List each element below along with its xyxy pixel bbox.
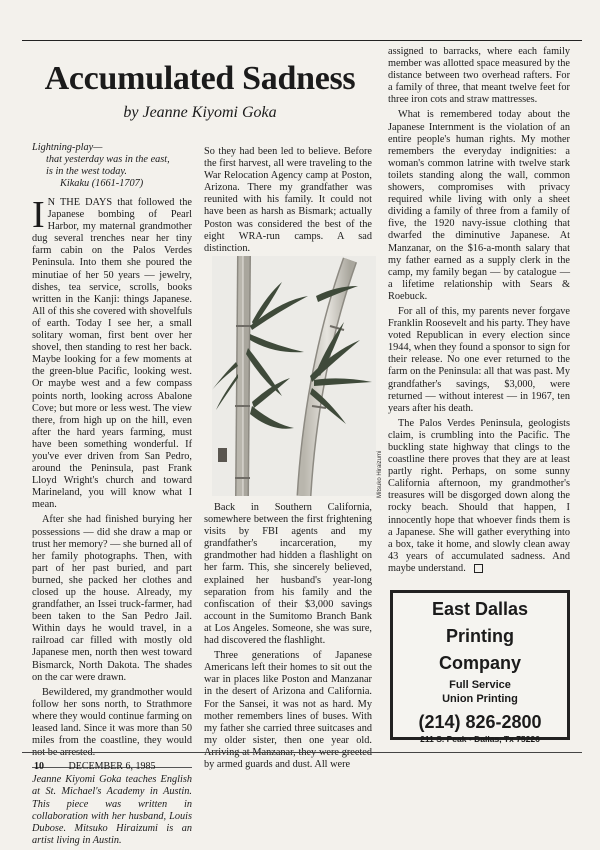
ad-line: East Dallas	[431, 599, 529, 619]
epigraph-line: Lightning-play—	[32, 142, 103, 153]
art-credit-text: Mitsuko Hiraizumi	[377, 450, 383, 498]
art-credit	[377, 440, 387, 498]
top-rule	[22, 40, 582, 41]
paragraph: After she had finished burying her possessions — did she draw a map or trust her memory? — she burned all of her family photographs. Then, with part of her past buried, and part burned, she packed her clothes and closed up the house. Already, my grandfather, an Issei truck-farmer, had been taken to the San Pedro Jail. Within days he would travel, in a railroad car filled with mostly old Japanese men, north then west toward Bismarck, North Dakota. The shades on the car were drawn.	[32, 514, 192, 683]
ad-line: Printing	[446, 626, 514, 646]
paragraph	[388, 418, 570, 575]
epigraph-credit: Kikaku (1661-1707)	[60, 178, 144, 189]
ad-line: Union Printing	[442, 693, 518, 705]
bamboo-painting	[212, 256, 376, 496]
column-2-top	[204, 146, 372, 258]
paragraph: Back in Southern California, somewhere between the first frightening visits by FBI agents and my grandfather's incarceration, my grandmother had hidden a flashlight on her farm. This, she sincerely believed, explained her husband's year-long separation from his family and the confiscation of their $3,000 savings account in the Sumitomo Branch Bank at Los Angeles. Someone, she was sure, had discovered the flashlight.	[204, 502, 372, 647]
page-footer	[34, 761, 155, 772]
author-bio: Jeanne Kiyomi Goka teaches English at St. Michael's Academy in Austin. This piece was written in collaboration with her husband, Louis Dubose. Mitsuko Hiraizumi is an artist living in Austin.	[32, 767, 192, 847]
ad-address: 211 S. Peak • Dallas, Tx 75226	[420, 734, 540, 744]
ad-phone: (214) 826-2800	[418, 712, 542, 732]
ad-line: Company	[438, 653, 521, 673]
column-2-bottom	[204, 502, 372, 774]
paragraph-text: N THE DAYS that followed the Japanese bombing of Pearl Harbor, my maternal grandmother dug several trenches near her tiny farm cabin on the Palos Verdes Peninsula. Into them she poured the minutiae of her 50 years — jewelry, dishes, tea service, scrolls, books written in the Kanji: things Japanese. All of this she covered with shovelfuls of earth. Today I see her, a small solitary woman, first bent over her shovel, then standing to rest her back. Maybe looking for a few moments at the green-blue Pacific, looking west. Or maybe west and a few compass points north, looking across Abalone Cove; but more or less west. The view there, from high up on the hill, even after the hard years farming, must have been something wonderful. If you've ever driven from San Pedro, around the Peninsula, past Frank Lloyd Wright's church and toward Marineland, you will know what I mean.	[32, 197, 192, 511]
paragraph: What is remembered today about the Japanese Internment is the violation of an entire people's human rights. My mother remembers the everyday indignities: a woman's common latrine with twelve stark toilets standing along the wall, common showers, compromises with privacy required while living with only a sheet dividing a family of three from a family of five, the 1920 navy-issue clothing that dwarfed the diminutive Japanese. At Manzanar, on the $16-a-month salary that my father earned as a supply clerk in the camp, my family began — by catalogue — a lifetime relationship with Sears & Roebuck.	[388, 109, 570, 302]
paragraph-text: The Palos Verdes Peninsula, geologists claim, is crumbling into the Pacific. The buckling state highway that clings to the coastline there proves that they are at least partly right. Perhaps, on some sunny California afternoon, my grandmother's treasures will be disgorged down along the rocky beach. Should that happen, I innocently hope that whoever finds them is a Japanese. She will gather everything into a box, take it home, and slowly clean away 43 years of accumulated sadness. And maybe understand.	[388, 417, 570, 574]
drop-cap: I	[32, 194, 45, 236]
column-1	[32, 142, 192, 850]
end-mark-icon	[474, 564, 483, 573]
paragraph: assigned to barracks, where each family member was allotted space measured by the distance between two overhead rafters. For a family of three, that meant twelve feet for three iron cots and straw mattresses.	[388, 46, 570, 106]
column-3	[388, 46, 570, 578]
byline: by Jeanne Kiyomi Goka	[123, 104, 277, 121]
paragraph: So they had been led to believe. Before the first harvest, all were traveling to the War Relocation Agency camp at Poston, Arizona. There my grandfather was reunited with his family. It could not have been as harsh as Bismark; actually Poston was considered the best of the eight WRA-run camps. A sad distinction.	[204, 146, 372, 254]
printing-ad	[390, 590, 570, 744]
issue-date: DECEMBER 6, 1985	[68, 761, 156, 772]
paragraph: Three generations of Japanese Americans left their homes to sit out the war in places like Poston and Manzanar in the desert of Arizona and California. For the Sansei, it was not as hard. My mother remembers lines of buses. With my father she carried three suitcases and my older sister, then one year old. Arriving at Manzanar, they were greeted by armed guards and dust. All were	[204, 650, 372, 770]
page-number: 10	[34, 761, 44, 772]
epigraph-line: that yesterday was in the east,	[46, 154, 170, 165]
epigraph-line: is in the west today.	[46, 166, 127, 177]
paragraph: For all of this, my parents never forgave Franklin Roosevelt and his party. They have voted Republican in every election since 1944, when they found a sponsor to sign for their release. No one ever returned to the farm on the Peninsula: all that was past. My grandfather's savings, $3,000, were returned — without interest — in 1967, ten years after his death.	[388, 305, 570, 414]
ad-line: Full Service	[449, 679, 511, 691]
paragraph: Bewildered, my grandmother would follow her sons north, to Strathmore where they would continue farming on leased land. Since it was more than 50 miles from the coastline, they would not be arrested.	[32, 686, 192, 759]
paragraph	[32, 194, 192, 511]
bamboo-illustration-icon	[212, 256, 376, 496]
epigraph	[32, 142, 192, 190]
article-title: Accumulated Sadness	[44, 60, 356, 97]
bottom-rule	[22, 752, 582, 753]
